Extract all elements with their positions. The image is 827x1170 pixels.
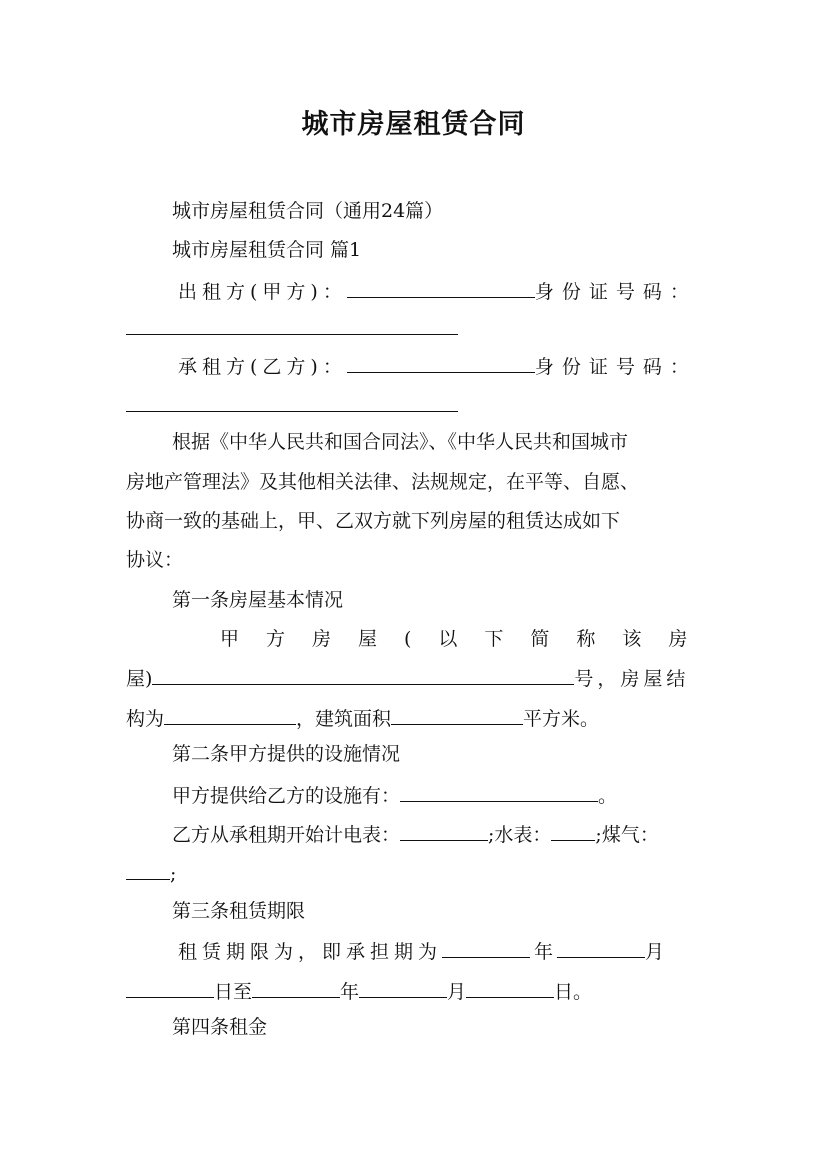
end-month-blank[interactable] bbox=[359, 978, 447, 998]
article-2-line-3 bbox=[126, 860, 701, 886]
article-1-line-1: 甲方房屋(以下简称该房 bbox=[220, 628, 715, 650]
lessor-label: 出租方(甲方)： bbox=[178, 281, 347, 303]
preamble-line-2: 房地产管理法》及其他相关法律、法规规定，在平等、自愿、 bbox=[126, 471, 640, 493]
facilities-blank[interactable] bbox=[400, 782, 598, 802]
lessee-id-blank[interactable] bbox=[126, 411, 458, 412]
article-1-heading: 第一条房屋基本情况 bbox=[172, 589, 344, 611]
document-subtitle: 城市房屋租赁合同（通用24篇） bbox=[172, 200, 444, 222]
area-blank[interactable] bbox=[391, 705, 523, 725]
article-2-heading: 第二条甲方提供的设施情况 bbox=[172, 743, 401, 765]
start-day-blank[interactable] bbox=[126, 978, 214, 998]
start-year-label: 年 bbox=[534, 941, 554, 963]
structure-blank[interactable] bbox=[164, 705, 296, 725]
lessee-name-blank[interactable] bbox=[347, 353, 535, 373]
start-month-blank[interactable] bbox=[557, 938, 645, 958]
end-day-blank[interactable] bbox=[466, 978, 554, 998]
area-unit: 平方米。 bbox=[523, 708, 600, 730]
article-2-line-2 bbox=[172, 821, 701, 847]
gas-meter-end: ; bbox=[170, 863, 177, 885]
lessee-line bbox=[178, 353, 701, 379]
water-meter-label: ;水表： bbox=[488, 824, 552, 846]
gas-meter-label: ;煤气： bbox=[595, 824, 659, 846]
article-3-line-2 bbox=[126, 978, 701, 1004]
document-title: 城市房屋租赁合同 bbox=[301, 109, 526, 140]
article-1-house-prefix: 屋) bbox=[126, 668, 153, 690]
house-address-blank[interactable] bbox=[152, 665, 574, 685]
facilities-end: 。 bbox=[598, 785, 618, 807]
lessee-id-label: 身份证号码： bbox=[534, 356, 697, 378]
electric-meter-blank[interactable] bbox=[400, 821, 488, 841]
lessor-id-blank[interactable] bbox=[126, 334, 458, 335]
start-month-label: 月 bbox=[645, 941, 665, 963]
end-year-blank[interactable] bbox=[252, 978, 340, 998]
lease-term-label: 租赁期限为，即承担期为 bbox=[178, 941, 443, 963]
end-month-label: 月 bbox=[447, 981, 467, 1003]
start-year-blank[interactable] bbox=[442, 938, 530, 958]
article-1-line-2 bbox=[126, 665, 701, 691]
structure-label: 构为 bbox=[126, 708, 165, 730]
article-4-heading: 第四条租金 bbox=[172, 1016, 268, 1038]
article-2-line-1 bbox=[172, 782, 701, 808]
area-label: ，建筑面积 bbox=[296, 708, 392, 730]
preamble-line-3: 协商一致的基础上，甲、乙双方就下列房屋的租赁达成如下 bbox=[126, 510, 621, 532]
start-day-label: 日至 bbox=[214, 981, 253, 1003]
article-3-heading: 第三条租赁期限 bbox=[172, 900, 306, 922]
lessor-id-label: 身份证号码： bbox=[534, 281, 697, 303]
facilities-label: 甲方提供给乙方的设施有： bbox=[172, 785, 401, 807]
preamble-line-4: 协议： bbox=[126, 549, 184, 571]
section-heading: 城市房屋租赁合同 篇1 bbox=[172, 239, 362, 261]
article-1-line-3 bbox=[126, 705, 701, 731]
lessor-name-blank[interactable] bbox=[347, 278, 535, 298]
article-3-line-1 bbox=[178, 938, 701, 964]
article-1-house-suffix: 号，房屋结 bbox=[574, 668, 690, 690]
lessor-line bbox=[178, 278, 701, 304]
water-meter-blank[interactable] bbox=[551, 821, 595, 841]
end-year-label: 年 bbox=[340, 981, 360, 1003]
end-day-label: 日。 bbox=[554, 981, 593, 1003]
lessee-label: 承租方(乙方)： bbox=[178, 356, 347, 378]
gas-meter-blank[interactable] bbox=[126, 860, 170, 880]
electric-meter-label: 乙方从承租期开始计电表： bbox=[172, 824, 401, 846]
preamble-line-1: 根据《中华人民共和国合同法》、《中华人民共和国城市 bbox=[172, 431, 629, 453]
